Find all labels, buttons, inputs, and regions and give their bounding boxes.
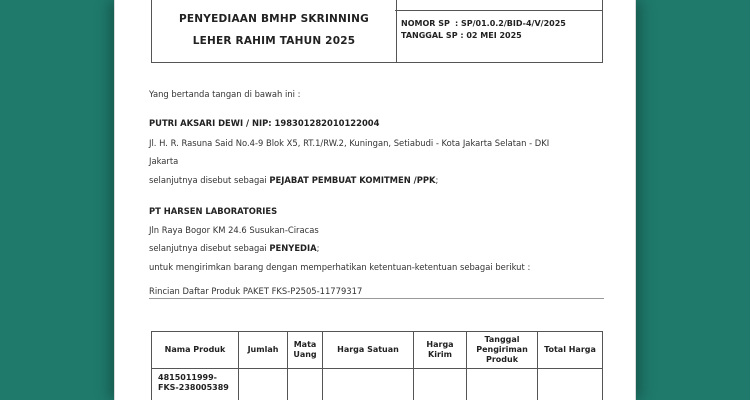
official-name: PUTRI AKSARI DEWI / NIP: 198301282010122004 [149, 118, 380, 128]
cell-nama-produk: 4815011999-FKS-238005389 [152, 369, 239, 400]
document-title-line-1: PENYEDIAAN BMHP SKRINNING [179, 13, 369, 25]
col-header-harga-kirim: Harga Kirim [414, 332, 467, 369]
nomor-sp-label: NOMOR SP [401, 19, 450, 28]
cell-harga-kirim [414, 369, 467, 400]
product-table [151, 331, 603, 400]
company-role-line [149, 242, 319, 254]
official-role-prefix: selanjutnya disebut sebagai [149, 175, 267, 185]
cell-jumlah [239, 369, 288, 400]
company-role-suffix: ; [316, 243, 320, 253]
meta-fields [395, 11, 602, 42]
cell-harga-satuan [323, 369, 414, 400]
company-role-prefix: selanjutnya disebut sebagai [149, 243, 267, 253]
company-address: Jln Raya Bogor KM 24.6 Susukan-Ciracas [149, 225, 319, 235]
intro-text: Yang bertanda tangan di bawah ini : [149, 89, 301, 99]
document-title-box [151, 0, 397, 63]
nomor-sp-value: : SP/01.0.2/BID-4/V/2025 [455, 19, 566, 28]
product-table-header-row [152, 332, 603, 369]
company-role: PENYEDIA [269, 243, 317, 253]
col-header-total-harga: Total Harga [538, 332, 603, 369]
document-meta-box [395, 0, 603, 63]
cell-total-harga [538, 369, 603, 400]
document-title-line-2: LEHER RAHIM TAHUN 2025 [192, 35, 356, 47]
col-header-mata-uang: Mata Uang [288, 332, 323, 369]
tanggal-sp-value: : 02 MEI 2025 [460, 31, 522, 40]
product-list-title: Rincian Daftar Produk PAKET FKS-P2505-11779317 [149, 286, 363, 296]
col-header-harga-satuan: Harga Satuan [323, 332, 414, 369]
nomor-sp-row [401, 18, 602, 30]
official-role-line [149, 174, 438, 186]
col-header-jumlah: Jumlah [239, 332, 288, 369]
table-row [152, 369, 603, 400]
cell-tanggal-pengiriman [467, 369, 538, 400]
official-role-suffix: ; [435, 175, 439, 185]
official-role: PEJABAT PEMBUAT KOMITMEN /PPK [269, 175, 436, 185]
col-header-nama-produk: Nama Produk [152, 332, 239, 369]
tanggal-sp-label: TANGGAL SP [401, 31, 458, 40]
instruction-text: untuk mengirimkan barang dengan memperhatikan ketentuan-ketentuan sebagai berikut : [149, 262, 531, 272]
official-address-line-2: Jakarta [149, 156, 179, 166]
company-name: PT HARSEN LABORATORIES [149, 206, 278, 216]
col-header-tanggal-pengiriman: Tanggal Pengiriman Produk [467, 332, 538, 369]
section-divider [149, 298, 604, 299]
official-address-line-1: Jl. H. R. Rasuna Said No.4-9 Blok X5, RT.1/RW.2, Kuningan, Setiabudi - Kota Jakarta Selatan - DKI [149, 138, 550, 148]
document-page [115, 0, 635, 400]
cell-mata-uang [288, 369, 323, 400]
tanggal-sp-row [401, 30, 602, 42]
meta-top-cell [395, 0, 602, 11]
